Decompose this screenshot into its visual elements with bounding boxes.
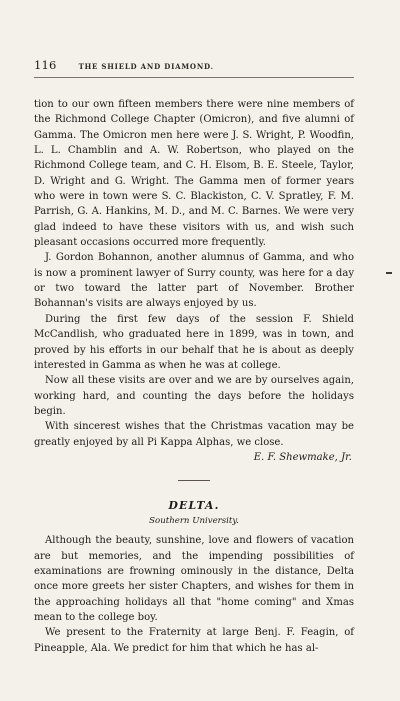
page-number: 116 bbox=[34, 58, 57, 72]
divider-rule bbox=[178, 480, 210, 481]
paragraph-holidays: Now all these visits are over and we are by ourselves again, working hard, and counting the days before the holidays begin. bbox=[34, 375, 354, 417]
delta-chapter-body bbox=[34, 533, 354, 656]
paragraph-mccandlish: During the first few days of the session F. Shield McCandlish, who graduated here in 1899, was in town, and proved by his efforts in our behalf that he is about as deeply interested in Gamma as when he was at college. bbox=[34, 313, 354, 371]
running-head: THE SHIELD AND DIAMOND. bbox=[78, 62, 214, 71]
paragraph-delta-intro: Although the beauty, sunshine, love and flowers of vacation are but memories, and the impending possibilities of examinations are frowning ominously in the distance, Delta once more greets her sister Chapters, and wishes for them in the approaching holidays all that "home coming" and Xmas mean to the college boy. bbox=[34, 535, 354, 624]
paragraph-visitors: tion to our own fifteen members there were nine members of the Richmond College Chapter (Omicron), and five alumni of Gamma. The Omicron men here were J. S. Wright, P. Woodfin, L. L. Chamblin and A. W. Robertson, who played on the Richmond College team, and C. H. Elsom, B. E. Steele, Taylor, D. Wright and G. Wright. The Gamma men of former years who were in town were S. C. Blackiston, C. V. Spratley, F. M. Parrish, G. A. Hankins, M. D., and M. C. Barnes. We were very glad indeed to have these visitors with us, and wish such pleasant occasions occurred more frequently. bbox=[34, 99, 354, 249]
signature: E. F. Shewmake, Jr. bbox=[253, 451, 352, 463]
section-divider bbox=[34, 480, 354, 481]
paragraph-delta-feagin: We present to the Fraternity at large Benj. F. Feagin, of Pineapple, Ala. We predict for him that which he has al- bbox=[34, 627, 354, 654]
paragraph-closing: With sincerest wishes that the Christmas vacation may be greatly enjoyed by all Pi Kappa Alphas, we close. bbox=[34, 421, 354, 448]
document-page bbox=[34, 58, 354, 656]
section-subtitle: Southern University. bbox=[149, 516, 239, 527]
page-header bbox=[34, 58, 354, 78]
margin-mark bbox=[386, 272, 392, 274]
gamma-chapter-body bbox=[34, 97, 354, 465]
section-title: DELTA. bbox=[168, 499, 220, 513]
paragraph-bohannon: J. Gordon Bohannon, another alumnus of Gamma, and who is now a prominent lawyer of Surry county, was here for a day or two toward the latter part of November. Brother Bohannan's visits are always enjoyed by us. bbox=[34, 252, 354, 310]
